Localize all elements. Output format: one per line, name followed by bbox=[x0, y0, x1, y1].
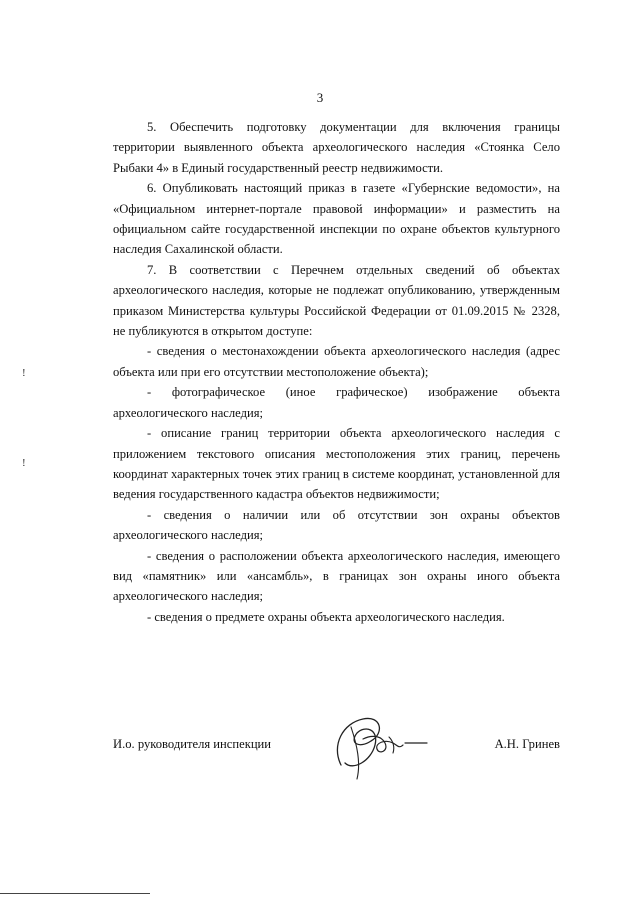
list-item-placement: - сведения о расположении объекта археологического наследия, имеющего вид «памятник» или «ансамбль», в границах зон охраны иного объекта археологического наследия; bbox=[113, 548, 560, 604]
document-body bbox=[113, 117, 560, 627]
paragraph-item-5: 5. Обеспечить подготовку документации для включения границы территории выявленного объекта археологического наследия «Стоянка Село Рыбаки 4» в Единый государственный реестр недвижимости. bbox=[113, 120, 560, 175]
paragraph-item-6: 6. Опубликовать настоящий приказ в газете «Губернские ведомости», на «Официальном интернет-портале правовой информации» и разместить на официальном сайте государственной инспекции по охране объектов культурного наследия Сахалинской области. bbox=[113, 181, 560, 257]
margin-mark: ! bbox=[22, 367, 26, 379]
paragraph-item-7: 7. В соответствии с Перечнем отдельных сведений об объектах археологического наследия, которые не подлежат опубликованию, утвержденным приказом Министерства культуры Российской Федерации от 01.09.2015 № 2328, не публикуются в открытом доступе: bbox=[113, 262, 560, 339]
signatory-title: И.о. руководителя инспекции bbox=[113, 737, 272, 751]
page-number: 3 bbox=[316, 90, 324, 105]
margin-mark: ! bbox=[22, 457, 26, 469]
list-item-photo: - фотографическое (иное графическое) изображение объекта археологического наследия; bbox=[113, 385, 560, 420]
list-item-protection-subject: - сведения о предмете охраны объекта археологического наследия. bbox=[147, 609, 505, 624]
signatory-name: А.Н. Гринев bbox=[494, 737, 560, 751]
footer-divider bbox=[0, 893, 150, 894]
list-item-protection-zones: - сведения о наличии или об отсутствии зон охраны объектов археологического наследия; bbox=[113, 507, 560, 543]
handwritten-signature bbox=[323, 705, 433, 785]
list-item-location: - сведения о местонахождении объекта археологического наследия (адрес объекта или при его отсутствии местоположение объекта); bbox=[113, 344, 560, 379]
list-item-boundaries: - описание границ территории объекта археологического наследия с приложением текстового описания местоположения этих границ, перечень координат характерных точек этих границ в системе координат, установленной для ведения государственного кадастра объектов недвижимости; bbox=[113, 426, 560, 502]
